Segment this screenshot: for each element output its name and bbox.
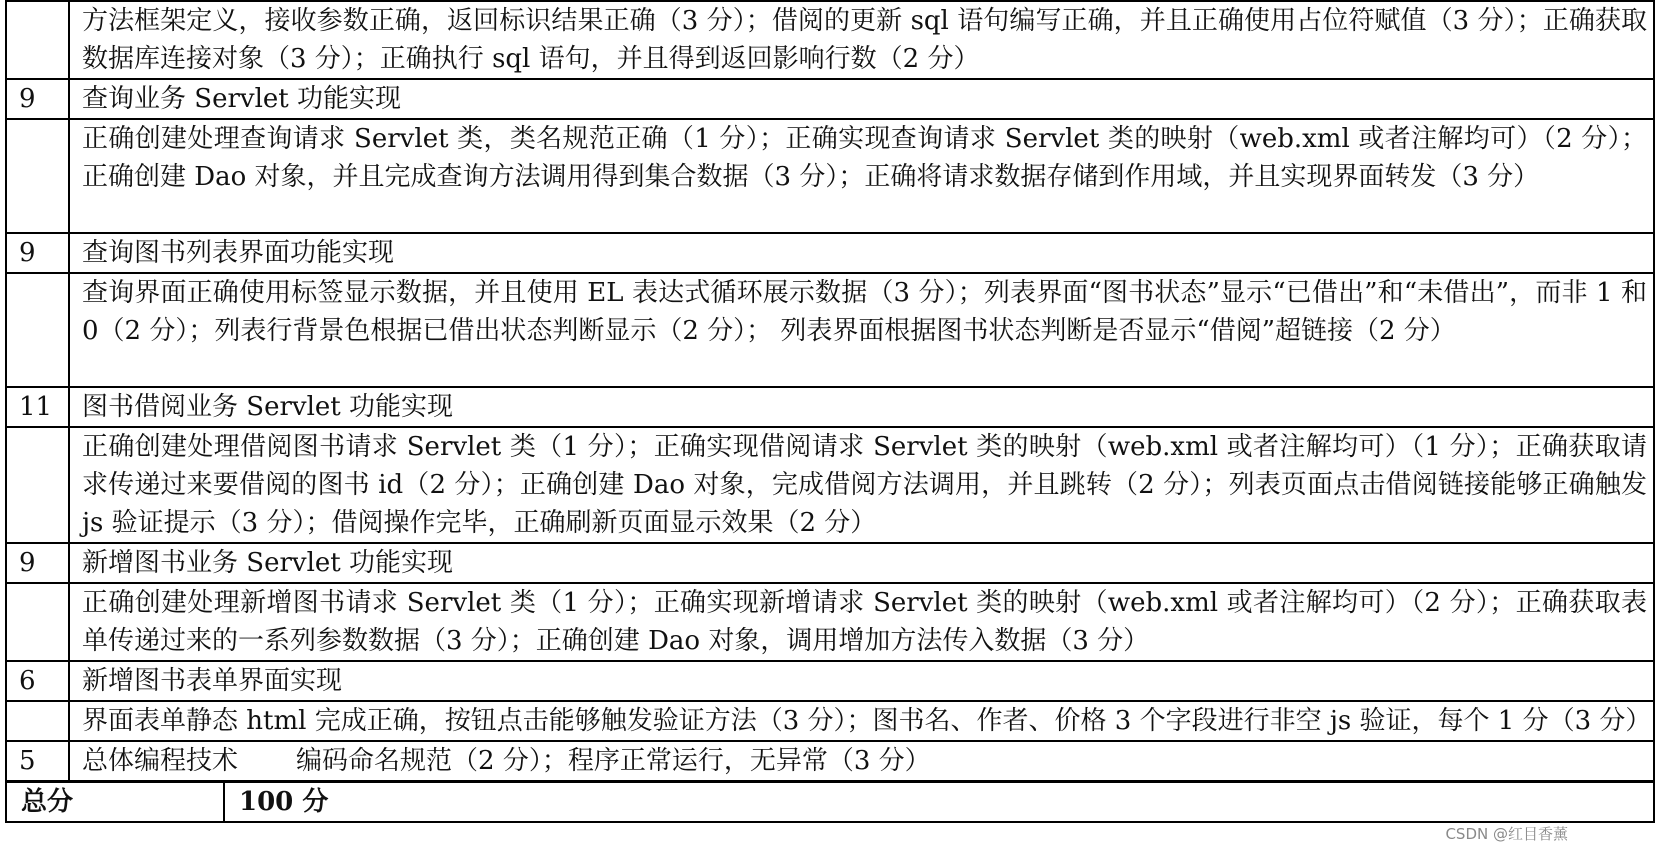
item-description: 界面表单静态 html 完成正确，按钮点击能够触发验证方法（3 分）；图书名、作者、价格 3 个字段进行非空 js 验证，每个 1 分（3 分）	[69, 701, 1654, 741]
table-row-title	[6, 79, 1654, 119]
item-description: 查询界面正确使用标签显示数据，并且使用 EL 表达式循环展示数据（3 分）；列表界面“图书状态”显示“已借出”和“未借出”，而非 1 和 0（2 分）；列表行背景色根据已借出状态判断显示（2 分）； 列表界面根据图书状态判断是否显示“借阅”超链接（2 分）	[69, 273, 1654, 387]
table-row-title	[6, 661, 1654, 701]
item-title: 查询图书列表界面功能实现	[69, 233, 1654, 273]
table-row-description	[6, 583, 1654, 661]
item-title-overall	[69, 741, 1654, 781]
item-title: 新增图书表单界面实现	[69, 661, 1654, 701]
table-row-title	[6, 387, 1654, 427]
score-cell: 9	[6, 543, 69, 583]
score-cell: 11	[6, 387, 69, 427]
score-cell: 5	[6, 741, 69, 781]
table-row-description	[6, 427, 1654, 543]
total-label: 总分	[6, 782, 224, 823]
item-title: 查询业务 Servlet 功能实现	[69, 79, 1654, 119]
table-row-overall	[6, 741, 1654, 781]
item-title: 图书借阅业务 Servlet 功能实现	[69, 387, 1654, 427]
item-description: 正确创建处理新增图书请求 Servlet 类（1 分）；正确实现新增请求 Servlet 类的映射（web.xml 或者注解均可）（2 分）；正确获取表单传递过来的一系列参数数据（3 分）；正确创建 Dao 对象，调用增加方法传入数据（3 分）	[69, 583, 1654, 661]
item-title: 新增图书业务 Servlet 功能实现	[69, 543, 1654, 583]
table-row-description	[6, 273, 1654, 387]
overall-title: 总体编程技术	[82, 746, 239, 776]
table-row-title	[6, 233, 1654, 273]
score-cell-empty	[6, 701, 69, 741]
score-cell	[6, 1, 69, 79]
item-description: 正确创建处理借阅图书请求 Servlet 类（1 分）；正确实现借阅请求 Servlet 类的映射（web.xml 或者注解均可）（1 分）；正确获取请求传递过来要借阅的图书 id（2 分）；正确创建 Dao 对象，完成借阅方法调用，并且跳转（2 分）；列表页面点击借阅链接能够正确触发 js 验证提示（3 分）；借阅操作完毕，正确刷新页面显示效果（2 分）	[69, 427, 1654, 543]
table-row-total	[6, 782, 1654, 823]
score-cell-empty	[6, 119, 69, 233]
score-cell: 9	[6, 233, 69, 273]
score-cell: 6	[6, 661, 69, 701]
table-row-title	[6, 543, 1654, 583]
total-value: 100 分	[224, 782, 1654, 823]
item-description: 方法框架定义，接收参数正确，返回标识结果正确（3 分）；借阅的更新 sql 语句编写正确，并且正确使用占位符赋值（3 分）；正确获取数据库连接对象（3 分）；正确执行 sql 语句，并且得到返回影响行数（2 分）	[69, 1, 1654, 79]
total-table	[5, 780, 1655, 823]
score-cell-empty	[6, 273, 69, 387]
score-cell: 9	[6, 79, 69, 119]
overall-description: 编码命名规范（2 分）；程序正常运行，无异常（3 分）	[296, 746, 931, 776]
grading-table	[5, 0, 1655, 782]
score-cell-empty	[6, 427, 69, 543]
table-row-description	[6, 119, 1654, 233]
item-description: 正确创建处理查询请求 Servlet 类，类名规范正确（1 分）；正确实现查询请求 Servlet 类的映射（web.xml 或者注解均可）（2 分）；正确创建 Dao 对象，并且完成查询方法调用得到集合数据（3 分）；正确将请求数据存储到作用域，并且实现界面转发（3 分）	[69, 119, 1654, 233]
watermark: CSDN @红目香薰	[1445, 825, 1568, 843]
table-row-description	[6, 701, 1654, 741]
table-row-intro	[6, 1, 1654, 79]
score-cell-empty	[6, 583, 69, 661]
